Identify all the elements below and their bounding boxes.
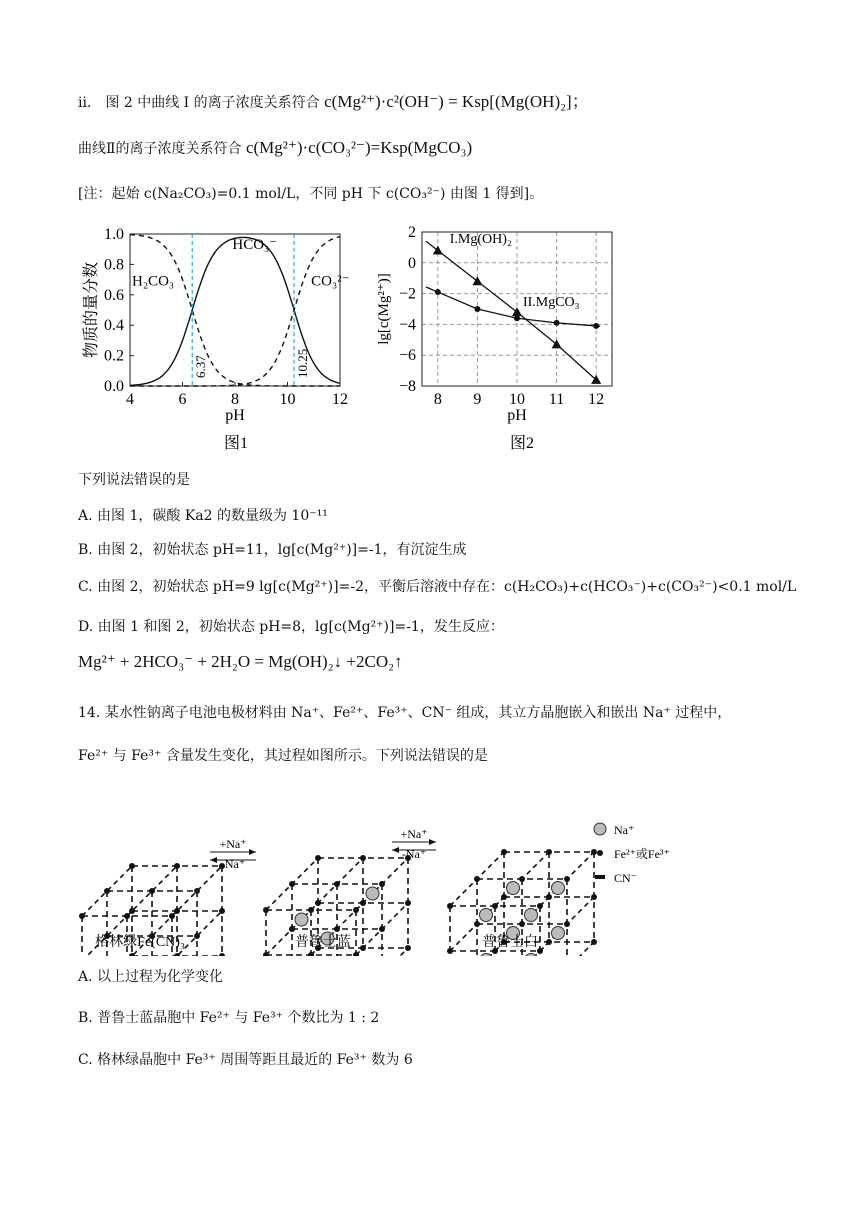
arrow-label-remove: -Na⁺	[220, 857, 246, 871]
mgoh2-point	[512, 307, 522, 316]
na-ion	[507, 882, 520, 895]
x-axis-label: pH	[225, 407, 245, 424]
fe-ion	[474, 876, 480, 882]
legend-fe: Fe²⁺或Fe³⁺	[614, 847, 670, 861]
fe-ion	[564, 876, 570, 882]
x-tick-label: 4	[126, 391, 134, 408]
fe-ion	[219, 908, 225, 914]
y-tick-label: 0.2	[104, 347, 124, 365]
q14-option-b: B. 普鲁士蓝晶胞中 Fe²⁺ 与 Fe³⁺ 个数比为 1 : 2	[78, 1010, 380, 1026]
fe-ion	[519, 921, 525, 927]
fe-ion	[263, 907, 269, 913]
fe-ion	[546, 849, 552, 855]
y-tick-label: 1.0	[104, 226, 124, 243]
fe-ion	[334, 926, 340, 932]
fe-ion	[194, 933, 200, 939]
mgco3-point	[514, 315, 520, 321]
legend-na: Na⁺	[614, 823, 635, 837]
legend-cn-symbol	[595, 875, 605, 879]
pka-label: 10.25	[295, 348, 311, 378]
fe-ion	[174, 908, 180, 914]
figure-1-caption: 图1	[223, 435, 249, 452]
section-text: 曲线Ⅱ的离子浓度关系符合	[78, 141, 242, 157]
section-ii-line-2	[78, 138, 472, 159]
fe-ion	[289, 926, 295, 932]
fe-ion	[447, 903, 453, 909]
y-tick-label: 2	[408, 224, 416, 241]
fe-ion	[447, 948, 453, 954]
x-tick-label: 11	[548, 391, 565, 408]
arrow-back-head	[392, 847, 399, 853]
fe-ion	[289, 881, 295, 887]
y-tick-label: 0.6	[104, 286, 124, 304]
x-tick-label: 12	[332, 391, 348, 408]
option-a: A. 由图 1，碳酸 Ka2 的数量级为 10⁻¹¹	[78, 508, 328, 524]
fe-ion	[360, 900, 366, 906]
y-tick-label: −8	[398, 378, 416, 395]
species-label: H₂CO₃	[132, 273, 175, 290]
fe-ion	[79, 913, 85, 919]
fe-ion	[219, 953, 225, 956]
fe-ion	[308, 907, 314, 913]
na-ion	[480, 909, 493, 922]
arrow-label-remove-2: -Na⁺	[401, 847, 427, 861]
mgco3-point	[435, 289, 441, 295]
fe-ion	[129, 863, 135, 869]
q14-line-1: 14. 某水性钠离子电池电极材料由 Na⁺、Fe²⁺、Fe³⁺、CN⁻ 组成，其立方晶胞嵌入和嵌出 Na⁺ 过程中，	[78, 705, 732, 721]
section-text: 图 2 中曲线 I 的离子浓度关系符合	[105, 95, 320, 111]
na-ion	[525, 909, 538, 922]
cell-label-white: 普鲁士白	[482, 935, 538, 950]
mgco3-point	[593, 323, 599, 329]
na-ion	[366, 887, 379, 900]
y-tick-label: 0.8	[104, 256, 124, 274]
section-marker: ii．	[78, 95, 101, 111]
x-tick-label: 8	[231, 391, 239, 408]
legend-fe-symbol	[597, 850, 603, 856]
y-tick-label: −6	[398, 347, 416, 365]
y-tick-label: −4	[398, 316, 416, 334]
x-axis-label: pH	[507, 407, 527, 424]
x-tick-label: 8	[433, 391, 442, 408]
fe-ion	[591, 894, 597, 900]
fe-ion	[405, 900, 411, 906]
fe-ion	[360, 855, 366, 861]
na-ion	[552, 882, 565, 895]
arrow-forward-head	[249, 849, 256, 855]
species-label: CO₃²⁻	[311, 273, 350, 290]
legend-na-symbol	[594, 823, 606, 835]
fe-ion	[564, 921, 570, 927]
option-b: B. 由图 2，初始状态 pH=11，lg[c(Mg²⁺)]=-1，有沉淀生成	[78, 542, 467, 558]
fe-ion	[591, 939, 597, 945]
y-tick-label: 0.0	[104, 378, 124, 395]
option-d: D. 由图 1 和图 2，初始状态 pH=8，lg[c(Mg²⁺)]=-1，发生反应：	[78, 619, 504, 635]
fe-ion	[149, 888, 155, 894]
mgoh2-point	[433, 245, 443, 254]
cell-label-blue: 普鲁士蓝	[295, 935, 351, 950]
fe-ion	[124, 913, 130, 919]
y-tick-label: −2	[398, 285, 416, 303]
note: [注：起始 c(Na₂CO₃)=0.1 mol/L，不同 pH 下 c(CO₃²⁻) 由图 1 得到]。	[78, 186, 544, 202]
fe-ion	[519, 876, 525, 882]
question-stem: 下列说法错误的是	[78, 472, 190, 488]
q14-line-2: Fe²⁺ 与 Fe³⁺ 含量发生变化，其过程如图所示。下列说法错误的是	[78, 748, 488, 764]
x-tick-label: 6	[178, 391, 187, 408]
y-axis-label: lg[c(Mg²⁺)]	[376, 273, 392, 345]
option-d-equation: Mg²⁺ + 2HCO₃⁻ + 2H₂O = Mg(OH)₂↓ +2CO₂↑	[78, 652, 403, 671]
na-ion	[525, 954, 538, 957]
fe-ion	[379, 926, 385, 932]
option-c: C. 由图 2，初始状态 pH=9 lg[c(Mg²⁺)]=-2，平衡后溶液中存在：c(H₂CO₃)+c(HCO₃⁻)+c(CO₃²⁻)<0.1 mol/L	[78, 579, 797, 595]
pka-label: 6.37	[193, 355, 209, 378]
fe-ion	[334, 881, 340, 887]
figure-2-caption: 图2	[509, 435, 535, 452]
fe-ion	[129, 908, 135, 914]
fe-ion	[194, 888, 200, 894]
x-tick-label: 9	[473, 391, 482, 408]
ksp-formula-2: c(Mg²⁺)·c(CO₃²⁻)=Ksp(MgCO₃)	[245, 138, 473, 157]
arrow-forward-head	[429, 839, 436, 845]
fe-ion	[546, 894, 552, 900]
fe-ion	[315, 855, 321, 861]
na-ion	[552, 927, 565, 940]
note-line	[78, 184, 543, 204]
species-label: HCO₃⁻	[232, 237, 278, 254]
curve-1-label: I.Mg(OH)₂	[449, 231, 512, 247]
fe-ion	[546, 939, 552, 945]
y-axis-label: 物质的量分数	[83, 261, 100, 359]
q14-option-c: C. 格林绿晶胞中 Fe³⁺ 周围等距且最近的 Fe³⁺ 数为 6	[78, 1052, 413, 1068]
na-ion	[480, 954, 493, 957]
figure-2	[372, 222, 622, 454]
fe-ion	[501, 849, 507, 855]
y-tick-label: 0	[408, 254, 416, 272]
x-tick-label: 12	[588, 391, 605, 408]
ksp-formula-1: c(Mg²⁺)·c²(OH⁻) = Ksp[(Mg(OH)₂]；	[324, 92, 589, 111]
x-tick-label: 10	[509, 391, 525, 408]
curve-2-label: II.MgCO₃	[522, 294, 580, 310]
fe-ion	[174, 863, 180, 869]
fe-ion	[405, 945, 411, 951]
fe-ion	[474, 921, 480, 927]
arrow-label-add: +Na⁺	[219, 837, 247, 851]
figure-1	[78, 222, 368, 454]
fe-ion	[492, 903, 498, 909]
fe-ion	[169, 913, 175, 919]
fe-ion	[379, 881, 385, 887]
cell-label-green: 格林绿Fe(CN)₃	[95, 935, 185, 950]
section-ii-line-1	[78, 92, 589, 113]
crystal-figure	[70, 776, 790, 956]
mgoh2-point	[472, 276, 482, 285]
arrow-back-head	[210, 857, 217, 863]
q14-option-a: A. 以上过程为化学变化	[78, 969, 224, 985]
mgco3-point	[474, 306, 480, 312]
fe-ion	[315, 900, 321, 906]
fe-ion	[360, 945, 366, 951]
x-tick-label: 10	[279, 391, 296, 408]
fe-ion	[501, 894, 507, 900]
mgco3-point	[554, 320, 560, 326]
fe-ion	[104, 888, 110, 894]
na-ion	[295, 913, 308, 926]
fe-ion	[591, 849, 597, 855]
y-tick-label: 0.4	[104, 317, 124, 335]
legend-cn: CN⁻	[614, 871, 638, 885]
arrow-label-add-2: +Na⁺	[400, 827, 428, 841]
fe-ion	[353, 907, 359, 913]
fe-ion	[537, 903, 543, 909]
